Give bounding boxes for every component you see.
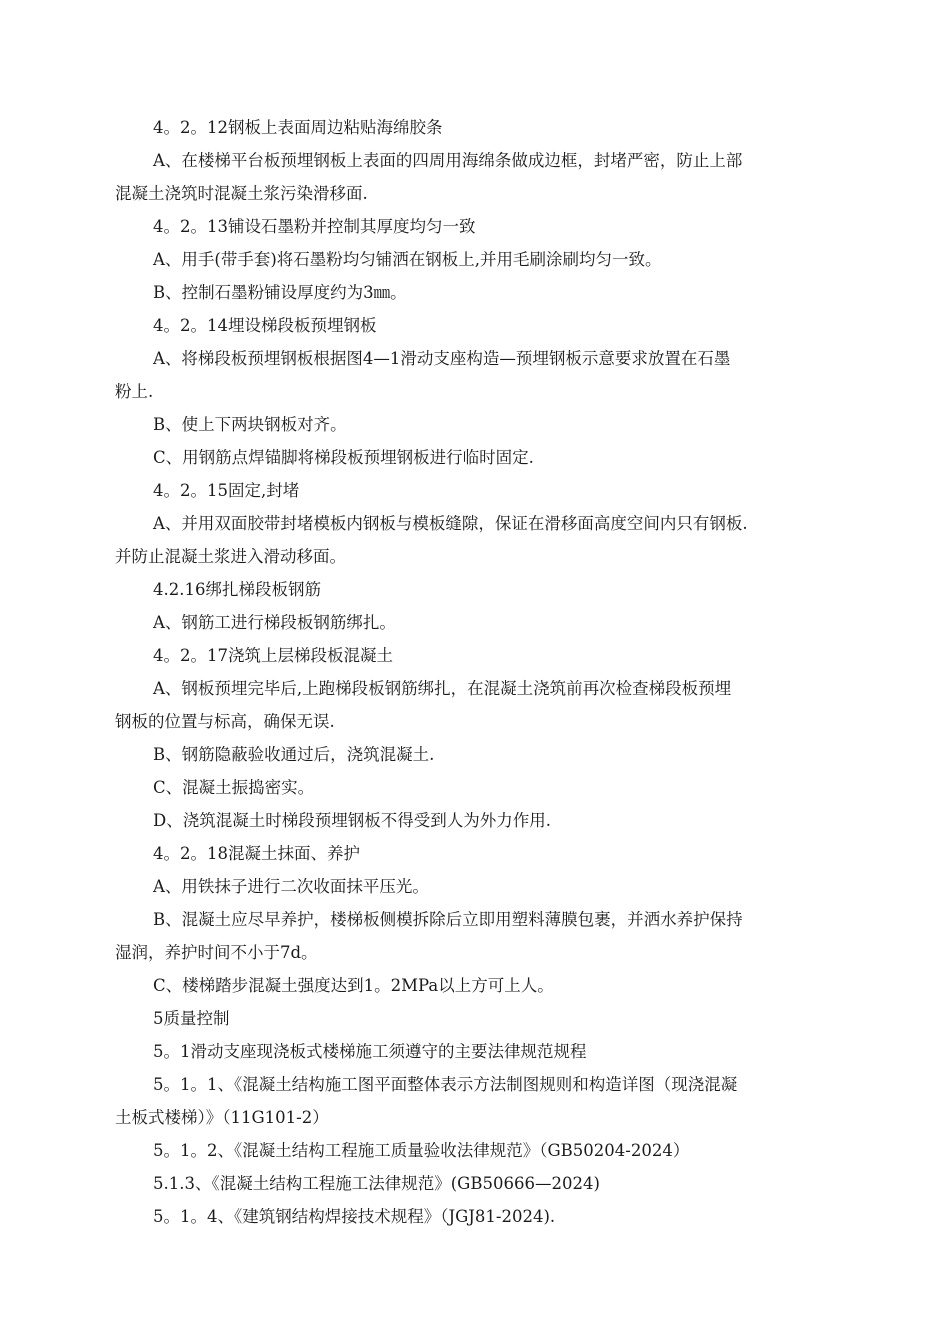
text-line: 并防止混凝土浆进入滑动移面。 <box>115 547 346 566</box>
text-line: 4。2。15固定,封堵 <box>153 481 300 500</box>
text-line: 4。2。18混凝土抹面、养护 <box>153 844 360 863</box>
text-line: C、用钢筋点焊锚脚将梯段板预埋钢板进行临时固定. <box>153 448 534 467</box>
text-line: C、楼梯踏步混凝土强度达到1。2MPa以上方可上人。 <box>153 976 554 995</box>
text-line: A、在楼梯平台板预埋钢板上表面的四周用海绵条做成边框，封堵严密，防止上部 <box>153 151 743 170</box>
text-line: A、将梯段板预埋钢板根据图4—1滑动支座构造—预埋钢板示意要求放置在石墨 <box>153 349 731 368</box>
text-line: 5。1。1、《混凝土结构施工图平面整体表示方法制图规则和构造详图（现浇混凝 <box>153 1075 738 1094</box>
text-line: 4。2。14埋设梯段板预埋钢板 <box>153 316 377 335</box>
text-line: 混凝土浇筑时混凝土浆污染滑移面. <box>115 184 368 203</box>
text-line: A、钢板预埋完毕后,上跑梯段板钢筋绑扎，在混凝土浇筑前再次检查梯段板预埋 <box>153 679 732 698</box>
text-line: B、使上下两块钢板对齐。 <box>153 415 347 434</box>
text-line: A、用铁抹子进行二次收面抹平压光。 <box>153 877 429 896</box>
text-line: 4。2。13铺设石墨粉并控制其厚度均匀一致 <box>153 217 476 236</box>
text-line: B、混凝土应尽早养护，楼梯板侧模拆除后立即用塑料薄膜包裹，并洒水养护保持 <box>153 910 743 929</box>
text-line: 4.2.16绑扎梯段板钢筋 <box>153 580 321 599</box>
text-line: 4。2。12钢板上表面周边粘贴海绵胶条 <box>153 118 443 137</box>
text-line: 5。1。4、《建筑钢结构焊接技术规程》（JGJ81-2024). <box>153 1207 556 1226</box>
text-line: 4。2。17浇筑上层梯段板混凝土 <box>153 646 393 665</box>
text-line: 5。1。2、《混凝土结构工程施工质量验收法律规范》（GB50204-2024） <box>153 1141 690 1160</box>
text-line: B、钢筋隐蔽验收通过后，浇筑混凝土. <box>153 745 435 764</box>
text-line: 土板式楼梯）》（11G101-2） <box>115 1108 329 1127</box>
text-line: B、控制石墨粉铺设厚度约为3㎜。 <box>153 283 407 302</box>
text-line: A、并用双面胶带封堵模板内钢板与模板缝隙，保证在滑移面高度空间内只有钢板. <box>153 514 748 533</box>
text-line: 5质量控制 <box>153 1009 230 1028</box>
text-line: 5。1滑动支座现浇板式楼梯施工须遵守的主要法律规范规程 <box>153 1042 587 1061</box>
text-line: A、钢筋工进行梯段板钢筋绑扎。 <box>153 613 396 632</box>
text-line: 钢板的位置与标高，确保无误. <box>115 712 335 731</box>
text-line: A、用手(带手套)将石墨粉均匀铺洒在钢板上,并用毛刷涂刷均匀一致。 <box>153 250 662 269</box>
text-line: 粉上. <box>115 382 154 401</box>
text-line: D、浇筑混凝土时梯段预埋钢板不得受到人为外力作用. <box>153 811 551 830</box>
text-line: 湿润，养护时间不小于7d。 <box>115 943 318 962</box>
document-body <box>115 111 835 1233</box>
text-line: C、混凝土振捣密实。 <box>153 778 315 797</box>
text-line: 5.1.3、《混凝土结构工程施工法律规范》(GB50666—2024) <box>153 1174 600 1193</box>
